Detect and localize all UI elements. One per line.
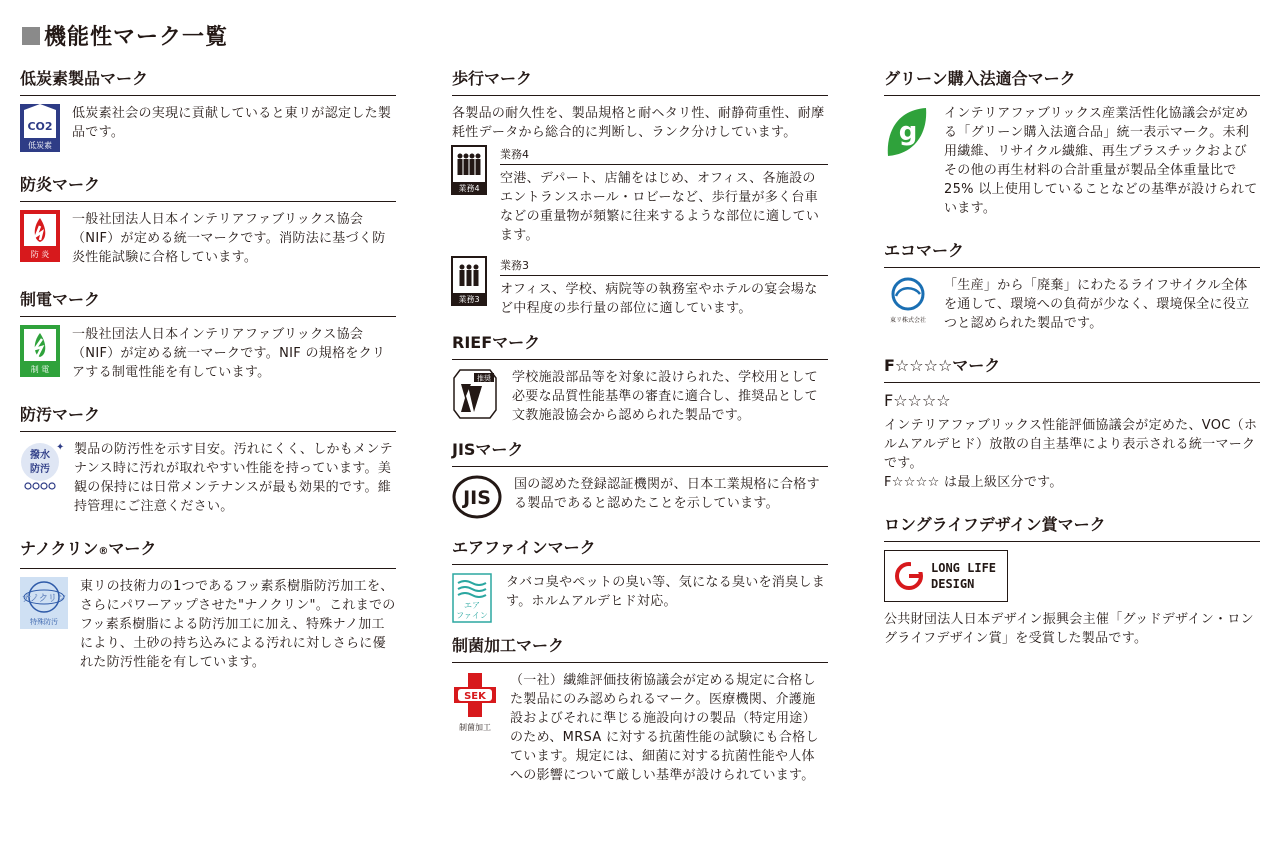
section-eco: [884, 240, 1260, 333]
title-square-icon: [22, 27, 40, 45]
low-carbon-text: 低炭素社会の実現に貢献していると東リが認定した製品です。: [72, 106, 392, 140]
antibacterial-text: （一社）繊維評価技術協議会が定める規定に合格した製品にのみ認められるマーク。医療機関、介護施設およびそれに準じる施設向けの製品（特定用途）のため、MRSA に対する抗菌性能の試験にも合格しています。規定には、細菌に対する抗菌性能や人体への影響について厳しい基準が設けられています。: [510, 673, 819, 783]
fstar-note-row: [884, 473, 1260, 492]
svg-text:JIS: JIS: [463, 487, 491, 509]
eco-text: 「生産」から「廃棄」にわたるライフサイクル全体を通して、環境への負荷が少なく、環境保全に役立つと認められた製品です。: [944, 278, 1250, 331]
svg-text:推奨: 推奨: [477, 374, 491, 383]
logo-line1: LONG LIFE: [931, 561, 997, 575]
page-title-text: 機能性マーク一覧: [44, 25, 229, 50]
svg-text:防汚: 防汚: [30, 464, 50, 475]
grade4-icon: [452, 146, 488, 194]
section-green: [884, 68, 1260, 218]
antistatic-text: 一般社団法人日本インテリアファブリックス協会（NIF）が定める統一マークです。NIF の規格をクリアする制電性能を有しています。: [72, 327, 386, 380]
fstar-text: インテリアファブリックス性能評価協議会が定めた、VOC（ホルムアルデヒド）放散の自主基準により表示される統一マークです。: [884, 418, 1258, 471]
section-heading: 低炭素製品マーク: [20, 68, 396, 96]
section-heading: エコマーク: [884, 240, 1260, 268]
section-heading: 制菌加工マーク: [452, 635, 828, 663]
grade4-text: 空港、デパート、店舗をはじめ、オフィス、各施設のエントランスホール・ロビーなど、歩行量が多く台車などの重量物が頻繁に往来するような部位に適しています。: [500, 171, 820, 243]
eco-mark-icon: [884, 276, 932, 324]
grade3-icon: [452, 257, 488, 305]
section-heading: 防汚マーク: [20, 404, 396, 432]
section-longlife: [884, 514, 1260, 648]
grade4-label: 業務4: [500, 146, 828, 165]
section-heading: JISマーク: [452, 439, 828, 467]
fireproof-text: 一般社団法人日本インテリアファブリックス協会（NIF）が定める統一マークです。消防法に基づく防炎性能試験に合格しています。: [72, 212, 386, 265]
svg-text:防 炎: 防 炎: [30, 250, 50, 259]
fstar-note-mark: F☆☆☆☆: [884, 475, 940, 490]
jis-text: 国の認めた登録認証機関が、日本工業規格に合格する製品であると認めたことを示しています。: [514, 477, 820, 511]
walking-grade4: [452, 146, 828, 245]
page-title: [22, 20, 228, 51]
airfine-icon: [452, 573, 494, 621]
green-text: インテリアファブリックス産業活性化協議会が定める「グリーン購入法適合品」統一表示マーク。未利用繊維、リサイクル繊維、再生プラスチックおよびその他の再生材料の合計重量が製品全体重量比で 25% 以上使用していることなどの基準が設けられています。: [944, 106, 1258, 216]
stainproof-icon: [20, 440, 65, 488]
logo-line2: DESIGN: [931, 577, 975, 591]
walking-grade3: [452, 257, 828, 318]
svg-text:特殊防汚: 特殊防汚: [30, 618, 58, 626]
column-2: [452, 68, 828, 807]
svg-text:東リ株式会社: 東リ株式会社: [889, 317, 927, 324]
grade3-label: 業務3: [500, 257, 828, 276]
section-rief: [452, 332, 828, 425]
fireproof-icon: [20, 210, 60, 258]
section-heading: RIEFマーク: [452, 332, 828, 360]
svg-text:業務3: 業務3: [458, 295, 480, 304]
section-heading: 歩行マーク: [452, 68, 828, 96]
rief-icon: [452, 368, 500, 416]
section-walking: [452, 68, 828, 318]
rief-text: 学校施設部品等を対象に設けられた、学校用として必要な品質性能基準の審査に適合し、推奨品として文教施設協会から認められた製品です。: [512, 370, 818, 423]
section-jis: [452, 439, 828, 523]
jis-icon: [452, 475, 502, 523]
section-heading: エアファインマーク: [452, 537, 828, 565]
svg-text:g: g: [898, 117, 918, 147]
grade3-text: オフィス、学校、病院等の執務室やホテルの宴会場など中程度の歩行量の部位に適しています。: [500, 282, 818, 316]
stainproof-text: 製品の防汚性を示す目安。汚れにくく、しかもメンテナンス時に汚れが取れやすい性能を持っています。美観の保持には日常メンテナンスが最も効果的です。維持管理にご注意ください。: [74, 442, 393, 514]
walking-intro: 各製品の耐久性を、製品規格と耐ヘタリ性、耐静荷重性、耐摩耗性データから総合的に判断し、ランク分けしています。: [452, 106, 825, 140]
low-carbon-icon: [20, 104, 60, 152]
section-heading: ロングライフデザイン賞マーク: [884, 514, 1260, 542]
svg-text:業務4: 業務4: [458, 184, 480, 193]
svg-text:ファイン: ファイン: [456, 611, 488, 620]
longlife-text: 公共財団法人日本デザイン振興会主催「グッドデザイン・ロングライフデザイン賞」を受賞した製品です。: [884, 612, 1254, 646]
section-airfine: [452, 537, 828, 621]
section-heading: グリーン購入法適合マーク: [884, 68, 1260, 96]
green-leaf-icon: [884, 104, 932, 152]
section-heading: 制電マーク: [20, 289, 396, 317]
svg-text:制 電: 制 電: [30, 365, 50, 374]
fstar-note: は最上級区分です。: [944, 475, 1063, 490]
nanoclean-icon: [20, 577, 68, 625]
section-heading: 防炎マーク: [20, 174, 396, 202]
svg-text:低炭素: 低炭素: [28, 141, 52, 150]
column-3: [884, 68, 1260, 670]
section-heading: F☆☆☆☆マーク: [884, 355, 1260, 383]
fstar-mark: F☆☆☆☆: [884, 391, 951, 410]
section-nanoclean: [20, 538, 396, 672]
column-1: [20, 68, 396, 694]
section-antistatic: [20, 289, 396, 382]
section-fireproof: [20, 174, 396, 267]
section-heading: ナノクリン®マーク: [20, 538, 396, 569]
antistatic-icon: [20, 325, 60, 373]
svg-text:撥水: 撥水: [30, 450, 50, 461]
svg-text:CO2: CO2: [27, 120, 53, 133]
section-stainproof: [20, 404, 396, 516]
g-mark-icon: [895, 562, 923, 590]
section-low-carbon: [20, 68, 396, 152]
svg-text:ナノクリン: ナノクリン: [21, 594, 67, 604]
airfine-text: タバコ臭やペットの臭い等、気になる臭いを消臭します。ホルムアルデヒド対応。: [506, 575, 826, 609]
svg-text:✦: ✦: [56, 442, 65, 453]
nanoclean-text: 東リの技術力の1つであるフッ素系樹脂防汚加工を、さらにパワーアップさせた"ナノクリン"。これまでのフッ素系樹脂による防汚加工に加え、特殊ナノ加工により、土砂の持ち込みによる汚れに対しさらに優れた防汚性能を有しています。: [80, 579, 396, 670]
section-antibacterial: [452, 635, 828, 785]
section-fstar: [884, 355, 1260, 492]
sek-icon: [452, 671, 498, 732]
svg-text:制菌加工: 制菌加工: [459, 723, 491, 732]
longlife-logo: [884, 550, 1008, 602]
svg-text:エア: エア: [464, 601, 480, 610]
svg-text:SEK: SEK: [464, 691, 486, 702]
